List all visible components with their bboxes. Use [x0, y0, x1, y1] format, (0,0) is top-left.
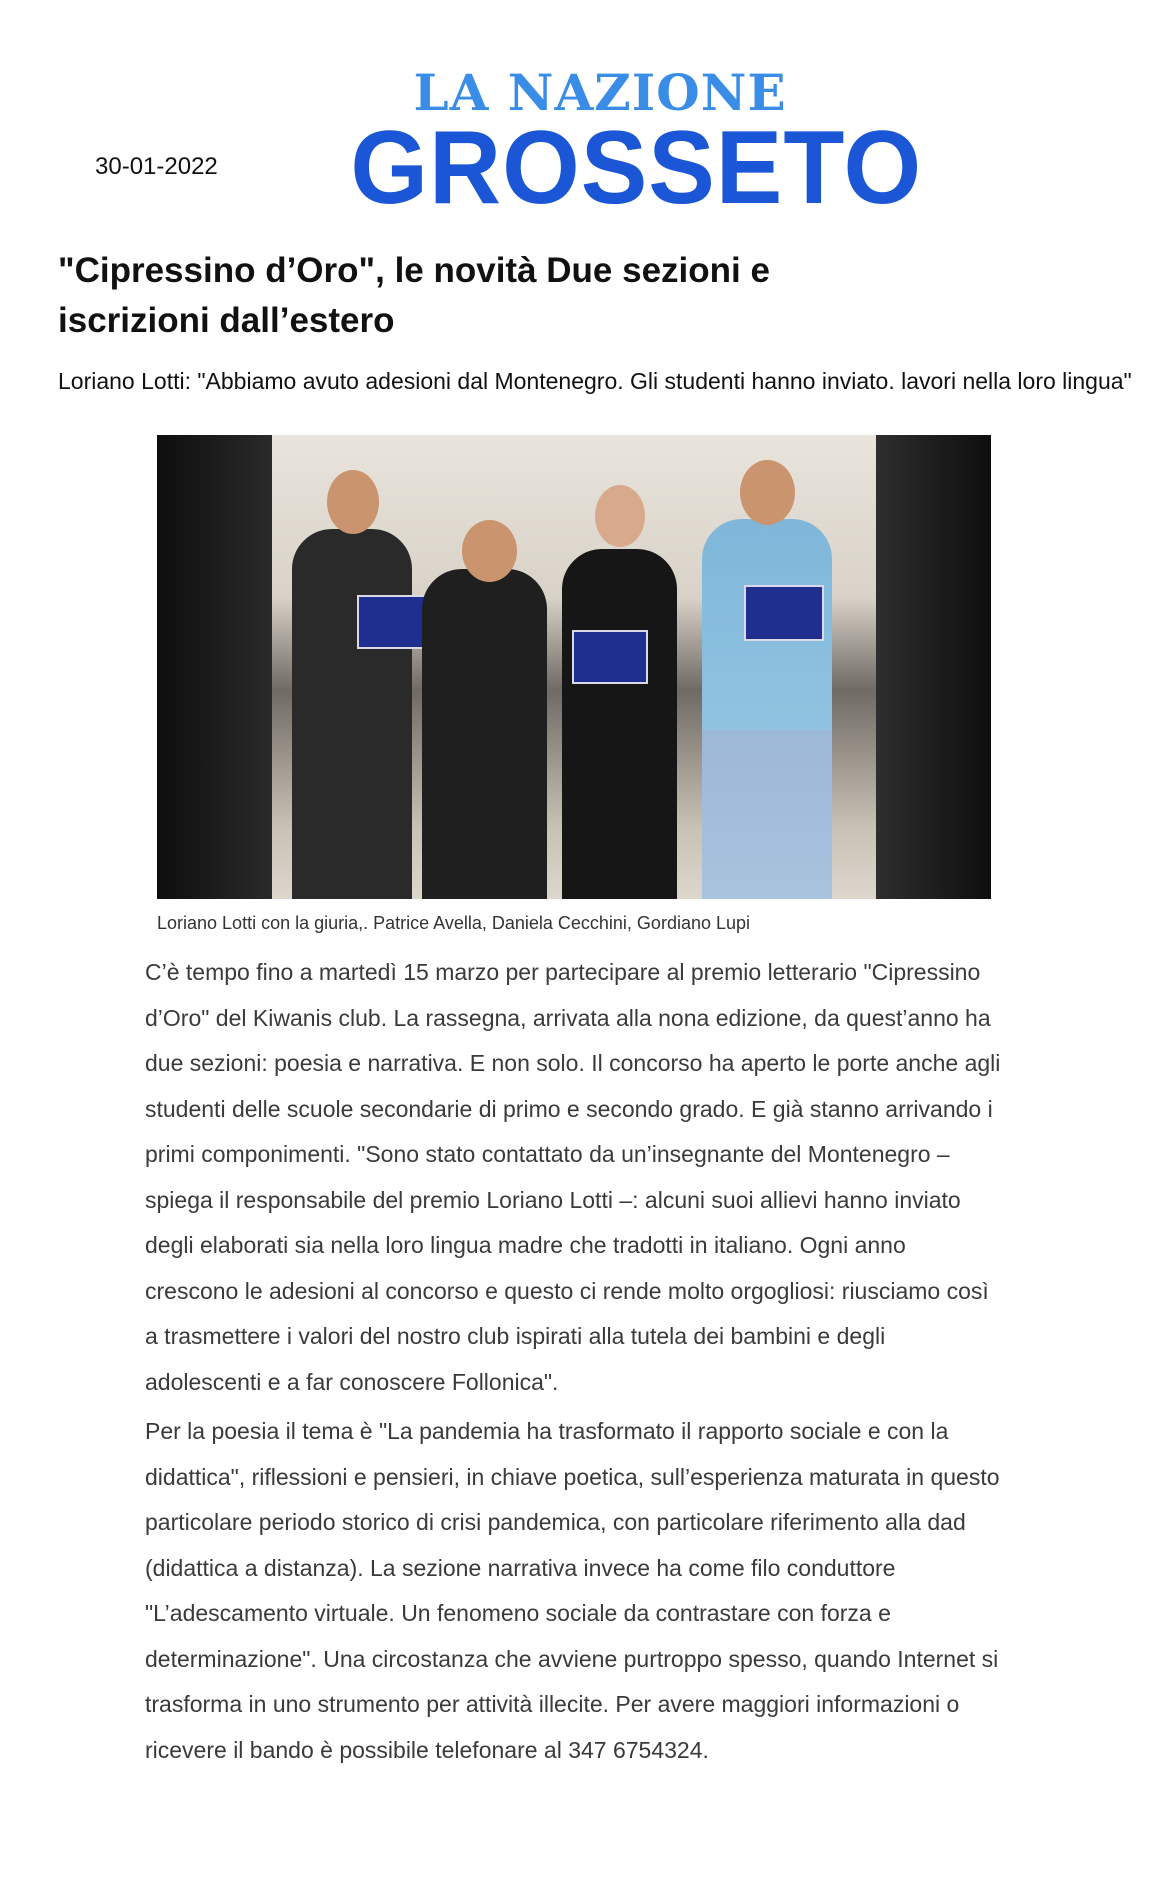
photo-blur-left — [157, 435, 272, 899]
photo-plaque-2 — [572, 630, 648, 684]
photo-caption: Loriano Lotti con la giuria,. Patrice Avella, Daniela Cecchini, Gordiano Lupi — [157, 913, 751, 933]
photo-blur-right — [876, 435, 991, 899]
article-body — [145, 950, 1005, 1777]
photo-plaque-3 — [744, 585, 824, 641]
photo-person-3 — [562, 549, 677, 899]
newspaper-masthead — [340, 63, 923, 226]
photo-scene — [272, 435, 876, 899]
photo-head-2 — [462, 520, 517, 582]
photo-person-2 — [422, 569, 547, 899]
photo-head-4 — [740, 460, 795, 525]
photo-head-3 — [595, 485, 645, 547]
article-photo — [157, 435, 991, 899]
masthead-main-line: GROSSETO — [350, 110, 923, 226]
masthead-top-line: LA NAZIONE — [413, 63, 787, 122]
photo-person-4 — [702, 519, 832, 899]
photo-plaque-1 — [357, 595, 431, 649]
article-headline: "Cipressino d’Oro", le novità Due sezioni e iscrizioni dall’estero — [58, 251, 770, 340]
article-paragraph: Per la poesia il tema è "La pandemia ha trasformato il rapporto sociale e con la didattica", riflessioni e pensieri, in chiave poetica, sull’esperienza maturata in questo particolare periodo storico di crisi pandemica, con particolare riferimento alla dad (didattica a distanza). La sezione narrativa invece ha come filo conduttore "L’adescamento virtuale. Un fenomeno sociale da contrastare con forza e determinazione". Una circostanza che avviene purtroppo spesso, quando Internet si trasforma in uno strumento per attività illecite. Per avere maggiori informazioni o ricevere il bando è possibile telefonare al 347 6754324. — [145, 1418, 1000, 1763]
publication-date: 30-01-2022 — [95, 153, 218, 180]
article-paragraph: C’è tempo fino a martedì 15 marzo per partecipare al premio letterario "Cipressino d’Oro" del Kiwanis club. La rassegna, arrivata alla nona edizione, da quest’anno ha due sezioni: poesia e narrativa. E non solo. Il concorso ha aperto le porte anche agli studenti delle scuole secondarie di primo e secondo grado. E già stanno arrivando i primi componimenti. "Sono stato contattato da un’insegnante del Montenegro – spiega il responsabile del premio Loriano Lotti –: alcuni suoi allievi hanno inviato degli elaborati sia nella loro lingua madre che tradotti in italiano. Ogni anno crescono le adesioni al concorso e questo ci rende molto orgogliosi: riusciamo così a trasmettere i valori del nostro club ispirati alla tutela dei bambini e degli adolescenti e a far conoscere Follonica". — [145, 959, 1001, 1395]
article-subtitle: Loriano Lotti: "Abbiamo avuto adesioni dal Montenegro. Gli studenti hanno inviato. lavori nella loro lingua" — [58, 368, 1132, 394]
photo-person-1 — [292, 529, 412, 899]
photo-head-1 — [327, 470, 379, 534]
